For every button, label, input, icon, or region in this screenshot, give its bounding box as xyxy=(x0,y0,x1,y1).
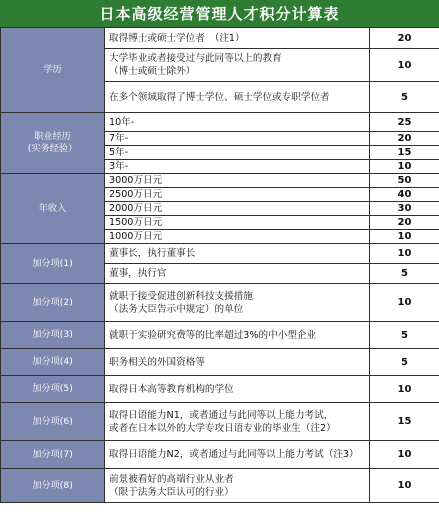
item-cell: 取得博士或硕士学位者 （注1） xyxy=(105,28,370,49)
item-cell: 在多个领域取得了博士学位、硕士学位或专职学位者 xyxy=(105,82,370,113)
category-label: 学历 xyxy=(43,64,62,75)
points-cell: 10 xyxy=(370,244,439,264)
category-bonus-4: 加分项(4) xyxy=(1,349,105,376)
points-cell: 15 xyxy=(370,403,439,441)
item-cell: 5年- xyxy=(105,146,370,160)
category-bonus-6: 加分项(6) xyxy=(1,403,105,441)
item-cell: 1500万日元 xyxy=(105,216,370,230)
category-bonus-2: 加分项(2) xyxy=(1,284,105,322)
points-cell: 10 xyxy=(370,469,439,503)
item-line-2: （限于法务大臣认可的行业） xyxy=(109,486,234,498)
points-cell: 20 xyxy=(370,132,439,146)
category-income xyxy=(1,174,105,244)
category-education xyxy=(1,28,105,113)
points-cell: 15 xyxy=(370,146,439,160)
category-experience xyxy=(1,113,105,174)
category-bonus-8: 加分项(8) xyxy=(1,469,105,503)
item-cell xyxy=(105,403,370,441)
item-line-2: 或者在日本以外的大学专攻日语专业的毕业生（注2） xyxy=(109,422,336,434)
item-cell: 取得日本高等教育机构的学位 xyxy=(105,376,370,403)
category-label: 职业经历 xyxy=(34,131,71,142)
item-cell: 取得日语能力N2，或者通过与此同等以上能力考试（注3） xyxy=(105,441,370,469)
category-label: 加分项(1) xyxy=(32,257,73,269)
points-cell: 5 xyxy=(370,82,439,113)
points-cell: 20 xyxy=(370,216,439,230)
category-bonus-7: 加分项(7) xyxy=(1,441,105,469)
item-cell: 7年- xyxy=(105,132,370,146)
points-cell: 5 xyxy=(370,264,439,284)
item-cell: 2000万日元 xyxy=(105,202,370,216)
item-line-2: （法务大臣告示中规定）的单位 xyxy=(109,303,244,315)
item-cell: 2500万日元 xyxy=(105,188,370,202)
points-cell: 5 xyxy=(370,349,439,376)
item-line-1: 大学毕业或者接受过与此同等以上的教育 xyxy=(109,53,282,64)
points-cell: 20 xyxy=(370,28,439,49)
item-cell xyxy=(105,284,370,322)
points-cell: 40 xyxy=(370,188,439,202)
points-cell: 10 xyxy=(370,376,439,403)
points-cell: 25 xyxy=(370,113,439,132)
item-cell: 职务相关的外国资格等 xyxy=(105,349,370,376)
item-cell: 10年- xyxy=(105,113,370,132)
points-cell: 5 xyxy=(370,322,439,349)
points-table xyxy=(0,27,439,503)
category-bonus-1 xyxy=(1,244,105,284)
points-cell: 30 xyxy=(370,202,439,216)
item-cell: 就职于实验研究费等的比率超过3%的中小型企业 xyxy=(105,322,370,349)
points-cell: 50 xyxy=(370,174,439,188)
points-cell: 10 xyxy=(370,441,439,469)
category-sublabel: (实务经验） xyxy=(27,143,78,154)
item-line-1: 取得日语能力N1，或者通过与此同等以上能力考试， xyxy=(109,409,334,421)
item-line-1: 就职于接受促进创新科技支援措施 xyxy=(109,290,253,302)
points-cell: 10 xyxy=(370,49,439,82)
item-cell: 3000万日元 xyxy=(105,174,370,188)
category-bonus-3: 加分项(3) xyxy=(1,322,105,349)
item-cell: 董事长，执行董事长 xyxy=(105,244,370,264)
table-title: 日本高级经营管理人才积分计算表 xyxy=(0,0,439,28)
item-cell: 3年- xyxy=(105,160,370,174)
category-label: 年收入 xyxy=(38,202,67,214)
item-cell xyxy=(105,49,370,82)
item-line-2: （博士或硕士除外） xyxy=(109,66,196,77)
category-bonus-5: 加分项(5) xyxy=(1,376,105,403)
item-cell: 董事，执行官 xyxy=(105,264,370,284)
points-cell: 10 xyxy=(370,284,439,322)
item-line-1: 前景被看好的高端行业从业者 xyxy=(109,473,234,485)
points-cell: 10 xyxy=(370,230,439,244)
points-cell: 10 xyxy=(370,160,439,174)
item-cell: 1000万日元 xyxy=(105,230,370,244)
item-cell xyxy=(105,469,370,503)
